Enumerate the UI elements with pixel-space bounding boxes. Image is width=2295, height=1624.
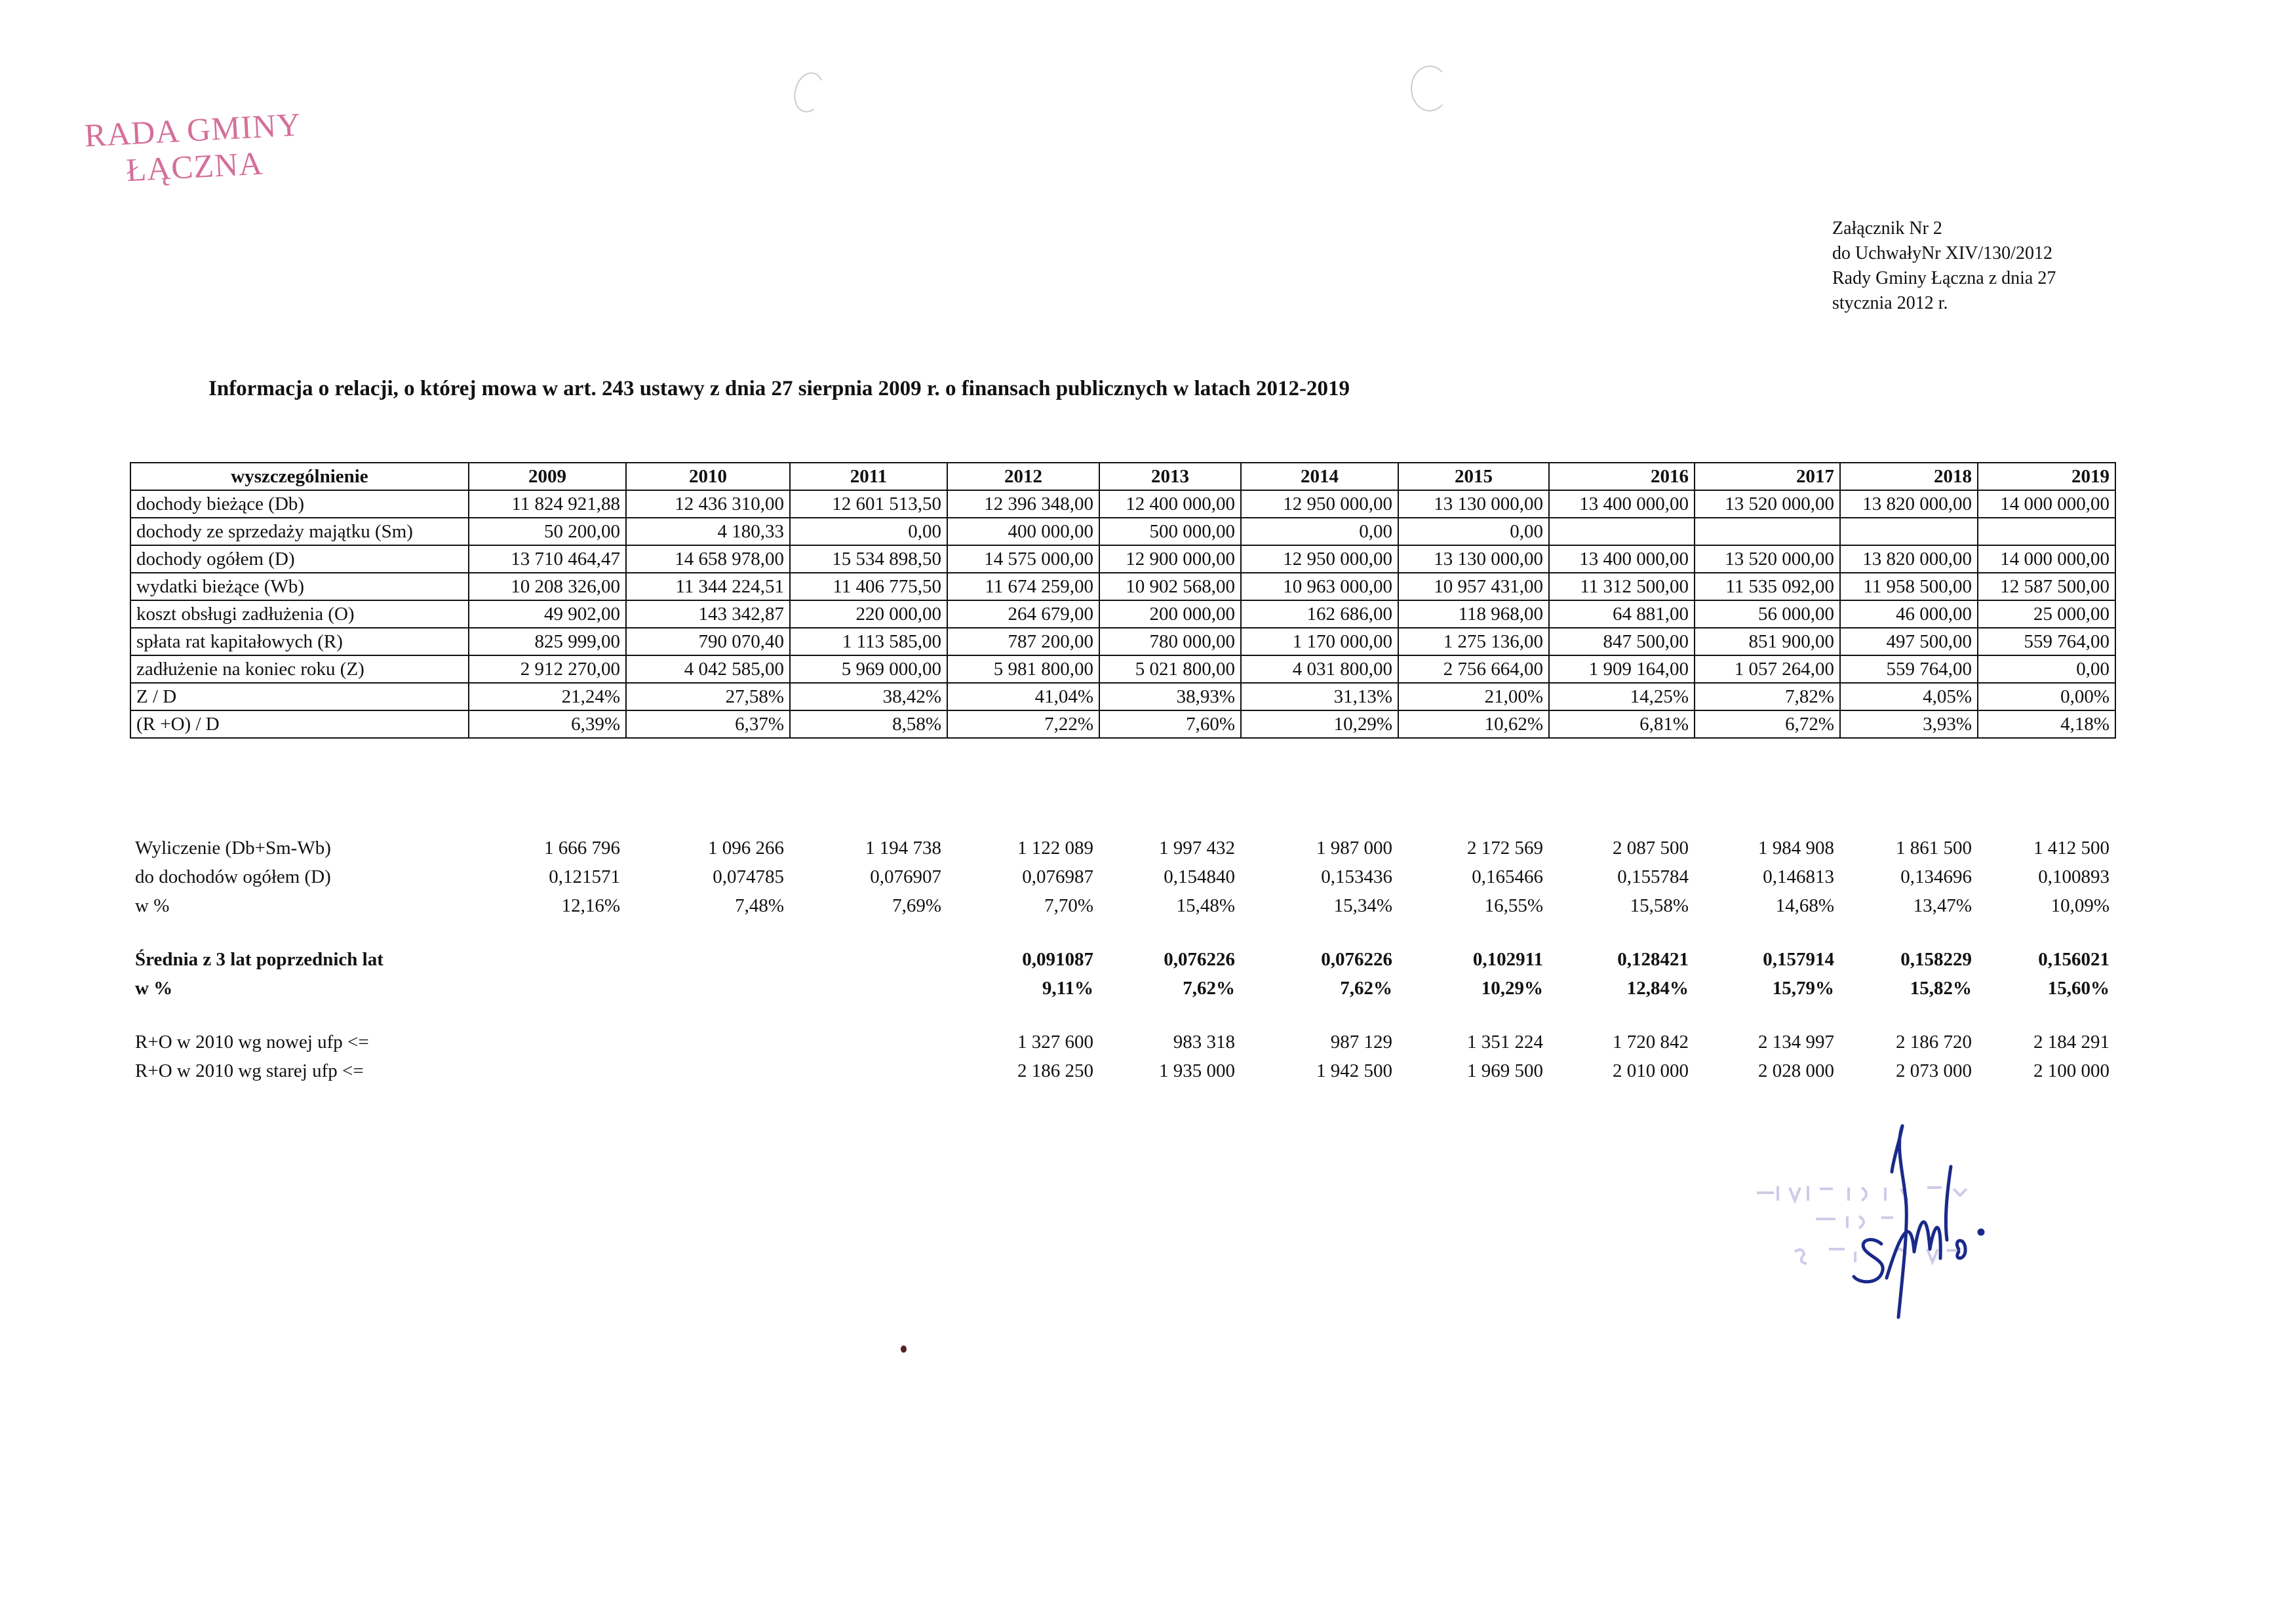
calc-cell: 0,074785: [713, 866, 784, 887]
table-cell: 500 000,00: [1099, 518, 1241, 545]
calc-label: Średnia z 3 lat poprzednich lat: [135, 949, 383, 970]
table-cell: 1 909 164,00: [1549, 655, 1695, 683]
calc-cell: 0,134696: [1900, 866, 1972, 887]
calc-cell: 9,11%: [1042, 978, 1093, 999]
table-cell: 559 764,00: [1978, 628, 2115, 655]
signature-strokes: [1854, 1126, 1983, 1317]
table-cell: 497 500,00: [1840, 628, 1978, 655]
calc-cell: 15,48%: [1176, 895, 1235, 916]
table-cell: 10 957 431,00: [1398, 573, 1549, 600]
table-cell: [1978, 518, 2115, 545]
table-body: [130, 490, 2115, 738]
calc-row: [130, 1028, 2115, 1056]
row-label: zadłużenie na koniec roku (Z): [130, 655, 469, 683]
table-cell: 14,25%: [1549, 683, 1695, 710]
attachment-note: [1832, 216, 2056, 316]
table-cell: 12 400 000,00: [1099, 490, 1241, 518]
table-cell: 4 180,33: [626, 518, 790, 545]
table-cell: 264 679,00: [947, 600, 1099, 628]
calc-cell: 13,47%: [1913, 895, 1972, 916]
calc-cell: 0,165466: [1472, 866, 1543, 887]
spacer-cell: [130, 920, 2115, 945]
table-cell: [1549, 518, 1695, 545]
calc-cell: [789, 945, 947, 974]
calc-cell: 2 186 250: [1017, 1060, 1093, 1081]
calculation-table: [130, 834, 2115, 1085]
calc-cell: [625, 945, 789, 974]
calc-cell: 12,84%: [1626, 978, 1689, 999]
table-cell: 400 000,00: [947, 518, 1099, 545]
table-cell: 5 981 800,00: [947, 655, 1099, 683]
table-cell: 12 601 513,50: [790, 490, 947, 518]
table-cell: 7,82%: [1695, 683, 1840, 710]
table-cell: 4,18%: [1978, 710, 2115, 738]
calc-cell: 2 073 000: [1896, 1060, 1972, 1081]
year-header-2014: 2014: [1241, 463, 1398, 490]
calc-cell: [625, 1028, 789, 1056]
table-cell: 46 000,00: [1840, 600, 1978, 628]
year-header-2010: 2010: [626, 463, 790, 490]
calc-cell: 10,09%: [2050, 895, 2109, 916]
stamp-line-2: ŁĄCZNA: [125, 144, 264, 189]
calc-cell: 0,155784: [1617, 866, 1689, 887]
table-cell: 847 500,00: [1549, 628, 1695, 655]
calc-label: do dochodów ogółem (D): [135, 866, 331, 887]
calc-cell: 7,48%: [735, 895, 784, 916]
calc-cell: 2 186 720: [1896, 1032, 1972, 1053]
row-label: dochody ogółem (D): [130, 545, 469, 573]
stamp-line-1: RADA GMINY: [83, 106, 302, 154]
year-header-2011: 2011: [790, 463, 947, 490]
table-row: [130, 628, 2115, 655]
table-cell: 7,60%: [1099, 710, 1241, 738]
year-header-2015: 2015: [1398, 463, 1549, 490]
table-cell: 27,58%: [626, 683, 790, 710]
table-cell: 6,39%: [469, 710, 626, 738]
calc-cell: 0,076907: [870, 866, 941, 887]
punch-mark-right: [1411, 66, 1449, 111]
calc-cell: 15,79%: [1772, 978, 1834, 999]
attachment-line-1: Załącznik Nr 2: [1832, 218, 1942, 239]
row-label: koszt obsługi zadłużenia (O): [130, 600, 469, 628]
calc-cell: 2 010 000: [1613, 1060, 1689, 1081]
calc-cell: [625, 1056, 789, 1085]
year-header-2009: 2009: [469, 463, 626, 490]
table-cell: 200 000,00: [1099, 600, 1241, 628]
calc-cell: 15,60%: [2047, 978, 2109, 999]
calc-cell: 1 997 432: [1159, 838, 1235, 859]
table-header-row: [130, 463, 2115, 490]
calc-cell: 12,16%: [561, 895, 620, 916]
ink-speck: [901, 1345, 907, 1353]
table-row: [130, 518, 2115, 545]
table-row: [130, 545, 2115, 573]
row-label: wydatki bieżące (Wb): [130, 573, 469, 600]
table-cell: 12 436 310,00: [626, 490, 790, 518]
calc-cell: 14,68%: [1775, 895, 1834, 916]
table-cell: 49 902,00: [469, 600, 626, 628]
calc-cell: 15,34%: [1333, 895, 1392, 916]
calc-cell: 7,70%: [1044, 895, 1093, 916]
calc-row: [130, 945, 2115, 974]
calc-cell: 0,154840: [1164, 866, 1235, 887]
calc-cell: 0,121571: [549, 866, 620, 887]
table-cell: 12 950 000,00: [1241, 490, 1398, 518]
table-cell: 220 000,00: [790, 600, 947, 628]
table-cell: 790 070,40: [626, 628, 790, 655]
table-cell: 14 575 000,00: [947, 545, 1099, 573]
table-cell: 6,81%: [1549, 710, 1695, 738]
table-cell: 13 820 000,00: [1840, 545, 1978, 573]
table-cell: 6,72%: [1695, 710, 1840, 738]
table-cell: 13 820 000,00: [1840, 490, 1978, 518]
table-cell: 14 000 000,00: [1978, 545, 2115, 573]
table-cell: 1 275 136,00: [1398, 628, 1549, 655]
spacer-cell: [130, 1003, 2115, 1028]
calc-cell: 15,82%: [1910, 978, 1972, 999]
calc-label: R+O w 2010 wg starej ufp <=: [135, 1060, 364, 1081]
year-header-2018: 2018: [1840, 463, 1978, 490]
calc-label: Wyliczenie (Db+Sm-Wb): [135, 838, 331, 859]
calc-cell: 15,58%: [1630, 895, 1689, 916]
table-cell: 13 400 000,00: [1549, 490, 1695, 518]
table-cell: 11 312 500,00: [1549, 573, 1695, 600]
table-cell: 11 958 500,00: [1840, 573, 1978, 600]
calc-cell: [468, 1028, 625, 1056]
calc-cell: 0,156021: [2038, 949, 2109, 970]
table-cell: 1 113 585,00: [790, 628, 947, 655]
table-cell: 4 042 585,00: [626, 655, 790, 683]
calc-cell: 1 720 842: [1613, 1032, 1689, 1053]
table-cell: 1 170 000,00: [1241, 628, 1398, 655]
calc-cell: 1 122 089: [1017, 838, 1093, 859]
table-cell: 11 344 224,51: [626, 573, 790, 600]
calc-cell: 0,153436: [1321, 866, 1392, 887]
table-cell: 11 674 259,00: [947, 573, 1099, 600]
calc-cell: 7,62%: [1183, 978, 1235, 999]
table-cell: 5 969 000,00: [790, 655, 947, 683]
calc-cell: [468, 974, 625, 1003]
table-cell: 38,42%: [790, 683, 947, 710]
year-header-2019: 2019: [1978, 463, 2115, 490]
row-label: dochody ze sprzedaży majątku (Sm): [130, 518, 469, 545]
table-cell: 25 000,00: [1978, 600, 2115, 628]
table-cell: 2 912 270,00: [469, 655, 626, 683]
table-cell: [1840, 518, 1978, 545]
table-cell: 38,93%: [1099, 683, 1241, 710]
table-cell: 12 900 000,00: [1099, 545, 1241, 573]
calc-cell: 0,076226: [1321, 949, 1392, 970]
calc-cell: 1 412 500: [2033, 838, 2109, 859]
table-cell: 825 999,00: [469, 628, 626, 655]
calc-cell: 0,076226: [1164, 949, 1235, 970]
table-row: [130, 573, 2115, 600]
table-cell: 7,22%: [947, 710, 1099, 738]
table-cell: 41,04%: [947, 683, 1099, 710]
row-label: spłata rat kapitałowych (R): [130, 628, 469, 655]
row-label: (R +O) / D: [130, 710, 469, 738]
table-cell: 0,00: [790, 518, 947, 545]
calc-cell: 1 969 500: [1467, 1060, 1543, 1081]
calc-cell: 2 100 000: [2033, 1060, 2109, 1081]
table-cell: 0,00%: [1978, 683, 2115, 710]
table-cell: 13 130 000,00: [1398, 490, 1549, 518]
table-cell: 12 396 348,00: [947, 490, 1099, 518]
calc-cell: [625, 974, 789, 1003]
calc-cell: 1 351 224: [1467, 1032, 1543, 1053]
table-cell: 31,13%: [1241, 683, 1398, 710]
table-cell: 13 400 000,00: [1549, 545, 1695, 573]
table-cell: 12 587 500,00: [1978, 573, 2115, 600]
table-cell: 780 000,00: [1099, 628, 1241, 655]
table-cell: 1 057 264,00: [1695, 655, 1840, 683]
faded-chairman-stamp: [1757, 1186, 1967, 1264]
calc-cell: 2 184 291: [2033, 1032, 2109, 1053]
table-cell: 15 534 898,50: [790, 545, 947, 573]
table-cell: 10 902 568,00: [1099, 573, 1241, 600]
table-cell: 851 900,00: [1695, 628, 1840, 655]
calc-cell: 0,158229: [1900, 949, 1972, 970]
table-cell: 14 658 978,00: [626, 545, 790, 573]
table-cell: 4,05%: [1840, 683, 1978, 710]
calc-cell: 1 194 738: [865, 838, 941, 859]
table-cell: 5 021 800,00: [1099, 655, 1241, 683]
signature-area: [1731, 1121, 2032, 1334]
calc-cell: 1 666 796: [544, 838, 620, 859]
calc-label: w %: [135, 978, 173, 999]
financial-table: [130, 462, 2116, 739]
attachment-line-3: Rady Gminy Łączna z dnia 27: [1832, 268, 2056, 288]
header-label: wyszczególnienie: [130, 463, 469, 490]
calc-label: w %: [135, 895, 170, 916]
calc-cell: 2 134 997: [1758, 1032, 1834, 1053]
year-header-2016: 2016: [1549, 463, 1695, 490]
table-cell: 13 520 000,00: [1695, 545, 1840, 573]
calc-cell: 2 087 500: [1613, 838, 1689, 859]
row-label: Z / D: [130, 683, 469, 710]
calc-cell: 1 096 266: [708, 838, 784, 859]
calc-row: [130, 1056, 2115, 1085]
row-label: dochody bieżące (Db): [130, 490, 469, 518]
table-cell: 0,00: [1241, 518, 1398, 545]
calc-cell: 1 935 000: [1159, 1060, 1235, 1081]
calc-cell: 0,157914: [1763, 949, 1834, 970]
table-cell: 10 963 000,00: [1241, 573, 1398, 600]
calc-row: [130, 834, 2115, 862]
calc-cell: [789, 1056, 947, 1085]
table-cell: 13 520 000,00: [1695, 490, 1840, 518]
document-title: Informacja o relacji, o której mowa w art. 243 ustawy z dnia 27 sierpnia 2009 r. o finansach publicznych w latach 2012-2019: [208, 377, 1350, 400]
table-cell: [1695, 518, 1840, 545]
table-cell: 11 535 092,00: [1695, 573, 1840, 600]
calc-cell: 0,091087: [1022, 949, 1093, 970]
calc-cell: 1 987 000: [1316, 838, 1392, 859]
table-cell: 0,00: [1978, 655, 2115, 683]
table-cell: 13 130 000,00: [1398, 545, 1549, 573]
council-stamp: [83, 106, 304, 190]
table-cell: 4 031 800,00: [1241, 655, 1398, 683]
calc-cell: 1 984 908: [1758, 838, 1834, 859]
table-cell: 13 710 464,47: [469, 545, 626, 573]
table-cell: 64 881,00: [1549, 600, 1695, 628]
calc-cell: 0,128421: [1617, 949, 1689, 970]
table-cell: 6,37%: [626, 710, 790, 738]
table-cell: 10,62%: [1398, 710, 1549, 738]
calc-cell: [468, 945, 625, 974]
table-cell: 10 208 326,00: [469, 573, 626, 600]
table-cell: 3,93%: [1840, 710, 1978, 738]
calc-cell: [789, 974, 947, 1003]
table-row: [130, 710, 2115, 738]
calc-cell: 0,146813: [1763, 866, 1834, 887]
year-header-2017: 2017: [1695, 463, 1840, 490]
table-cell: 559 764,00: [1840, 655, 1978, 683]
spacer-row: [130, 1003, 2115, 1028]
table-cell: 21,00%: [1398, 683, 1549, 710]
calc-cell: 7,69%: [892, 895, 941, 916]
spacer-row: [130, 920, 2115, 945]
table-cell: 11 824 921,88: [469, 490, 626, 518]
calc-cell: 983 318: [1173, 1032, 1235, 1053]
calc-cell: 0,100893: [2038, 866, 2109, 887]
calc-cell: 2 028 000: [1758, 1060, 1834, 1081]
table-cell: 10,29%: [1241, 710, 1398, 738]
calc-cell: 2 172 569: [1467, 838, 1543, 859]
calc-cell: 7,62%: [1340, 978, 1392, 999]
table-cell: 56 000,00: [1695, 600, 1840, 628]
table-cell: 787 200,00: [947, 628, 1099, 655]
table-cell: 118 968,00: [1398, 600, 1549, 628]
calc-cell: 0,102911: [1472, 949, 1543, 970]
attachment-line-4: stycznia 2012 r.: [1832, 293, 1948, 313]
calc-cell: 1 942 500: [1316, 1060, 1392, 1081]
calc-row: [130, 974, 2115, 1003]
table-cell: 14 000 000,00: [1978, 490, 2115, 518]
table-row: [130, 655, 2115, 683]
calc-label: R+O w 2010 wg nowej ufp <=: [135, 1032, 369, 1053]
table-cell: 162 686,00: [1241, 600, 1398, 628]
table-cell: 50 200,00: [469, 518, 626, 545]
calc-row: [130, 891, 2115, 920]
table-row: [130, 490, 2115, 518]
attachment-line-2: do UchwałyNr XIV/130/2012: [1832, 243, 2052, 263]
table-cell: 12 950 000,00: [1241, 545, 1398, 573]
table-row: [130, 600, 2115, 628]
table-cell: 143 342,87: [626, 600, 790, 628]
table-row: [130, 683, 2115, 710]
calc-cell: 0,076987: [1022, 866, 1093, 887]
calculation-body: [130, 834, 2115, 1085]
year-header-2013: 2013: [1099, 463, 1241, 490]
punch-mark-left: [790, 69, 829, 115]
calc-row: [130, 862, 2115, 891]
table-cell: 11 406 775,50: [790, 573, 947, 600]
handwritten-signature: [1731, 1121, 2032, 1330]
calc-cell: 987 129: [1330, 1032, 1392, 1053]
calc-cell: 16,55%: [1484, 895, 1543, 916]
table-cell: 8,58%: [790, 710, 947, 738]
calc-cell: 1 327 600: [1017, 1032, 1093, 1053]
calc-cell: [789, 1028, 947, 1056]
calc-cell: [468, 1056, 625, 1085]
calc-cell: 1 861 500: [1896, 838, 1972, 859]
table-cell: 0,00: [1398, 518, 1549, 545]
table-cell: 2 756 664,00: [1398, 655, 1549, 683]
calc-cell: 10,29%: [1481, 978, 1543, 999]
table-cell: 21,24%: [469, 683, 626, 710]
year-header-2012: 2012: [947, 463, 1099, 490]
